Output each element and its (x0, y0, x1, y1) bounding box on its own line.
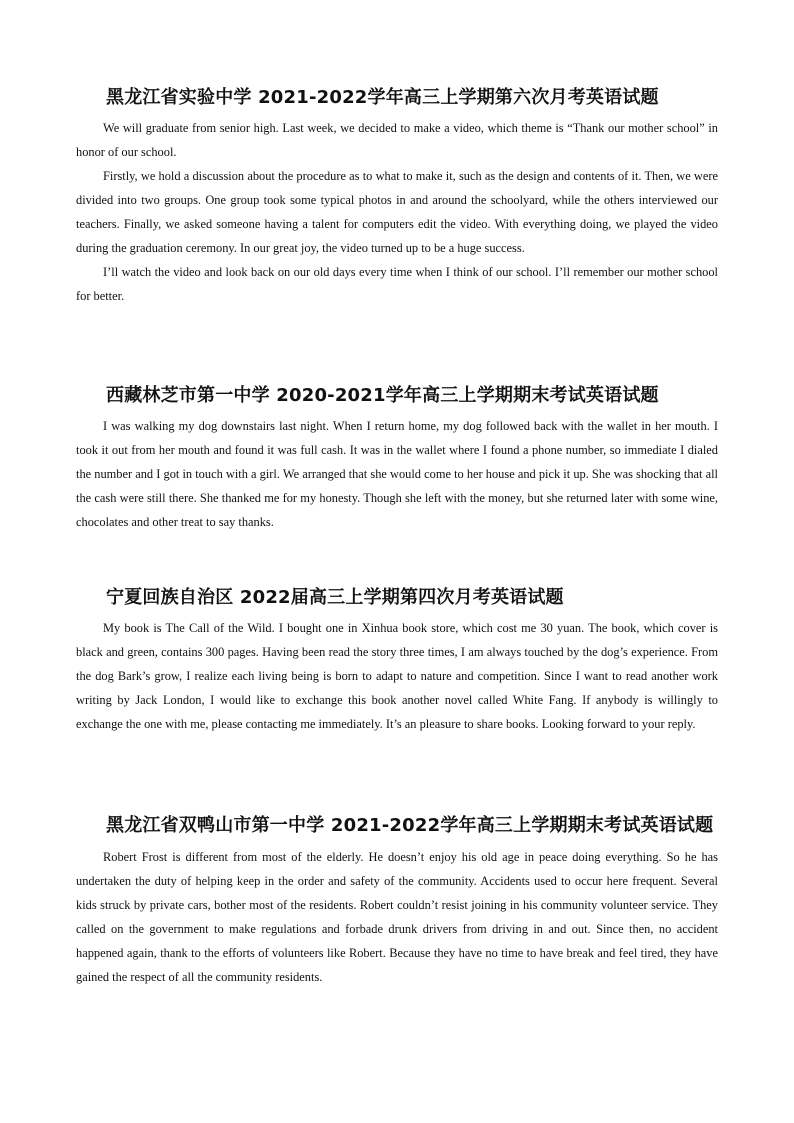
essay-paragraph: We will graduate from senior high. Last week, we decided to make a video, which theme is “Thank our mother school” in honor of our school. (76, 121, 718, 159)
section-title: 西藏林芝市第一中学 2020-2021学年高三上学期期末考试英语试题 (106, 385, 659, 406)
section-title: 黑龙江省实验中学 2021-2022学年高三上学期第六次月考英语试题 (106, 87, 659, 108)
exam-section-2 (76, 378, 718, 534)
section-title: 黑龙江省双鸭山市第一中学 2021-2022学年高三上学期期末考试英语试题 (106, 815, 714, 836)
section-title: 宁夏回族自治区 2022届高三上学期第四次月考英语试题 (106, 587, 564, 608)
essay-paragraph: Robert Frost is different from most of the elderly. He doesn’t enjoy his old age in peace doing everything. So he has undertaken the duty of helping keep in the order and safety of the community. Accidents used to occur here frequent. Several kids struck by private cars, bother most of the residents. Robert couldn’t resist joining in his community volunteer service. They called on the government to make regulations and forbade drunk drivers from driving in and out. Since then, no accident happened again, thank to the efforts of volunteers like Robert. Because they have no time to have break and feel tired, they have gained the respect of all the community residents. (76, 850, 718, 984)
essay-paragraph: My book is The Call of the Wild. I bought one in Xinhua book store, which cost me 30 yuan. The book, which cover is black and green, contains 300 pages. Having been read the story three times, I am always touched by the dog’s experience. From the dog Bark’s grow, I realize each living being is born to adapt to nature and competition. Since I want to read another work writing by Jack London, I would like to exchange this book another novel called White Fang. If anybody is willingly to exchange the one with me, please contacting me immediately. It’s an pleasure to share books. Looking forward to your reply. (76, 621, 718, 731)
exam-section-4 (76, 807, 718, 989)
essay-paragraph: I’ll watch the video and look back on our old days every time when I think of our school. I’ll remember our mother school for better. (76, 265, 718, 303)
exam-section-1 (76, 80, 718, 308)
essay-paragraph: Firstly, we hold a discussion about the procedure as to what to make it, such as the design and contents of it. Then, we were divided into two groups. One group took some typical photos in and around the schoolyard, while the others interviewed our teachers. Finally, we asked someone having a talent for computers edit the video. With everything doing, we played the video during the graduation ceremony. In our great joy, the video turned up to be a huge success. (76, 169, 718, 255)
essay-paragraph: I was walking my dog downstairs last night. When I return home, my dog followed back with the wallet in her mouth. I took it out from her mouth and found it was full cash. It was in the wallet where I found a phone number, so immediate I dialed the number and I got in touch with a girl. We arranged that she would come to her house and pick it up. She was shocking that all the cash were still there. She thanked me for my honesty. Though she left with the money, but she returned later with some wine, chocolates and other treat to say thanks. (76, 419, 718, 529)
exam-section-3 (76, 580, 718, 736)
